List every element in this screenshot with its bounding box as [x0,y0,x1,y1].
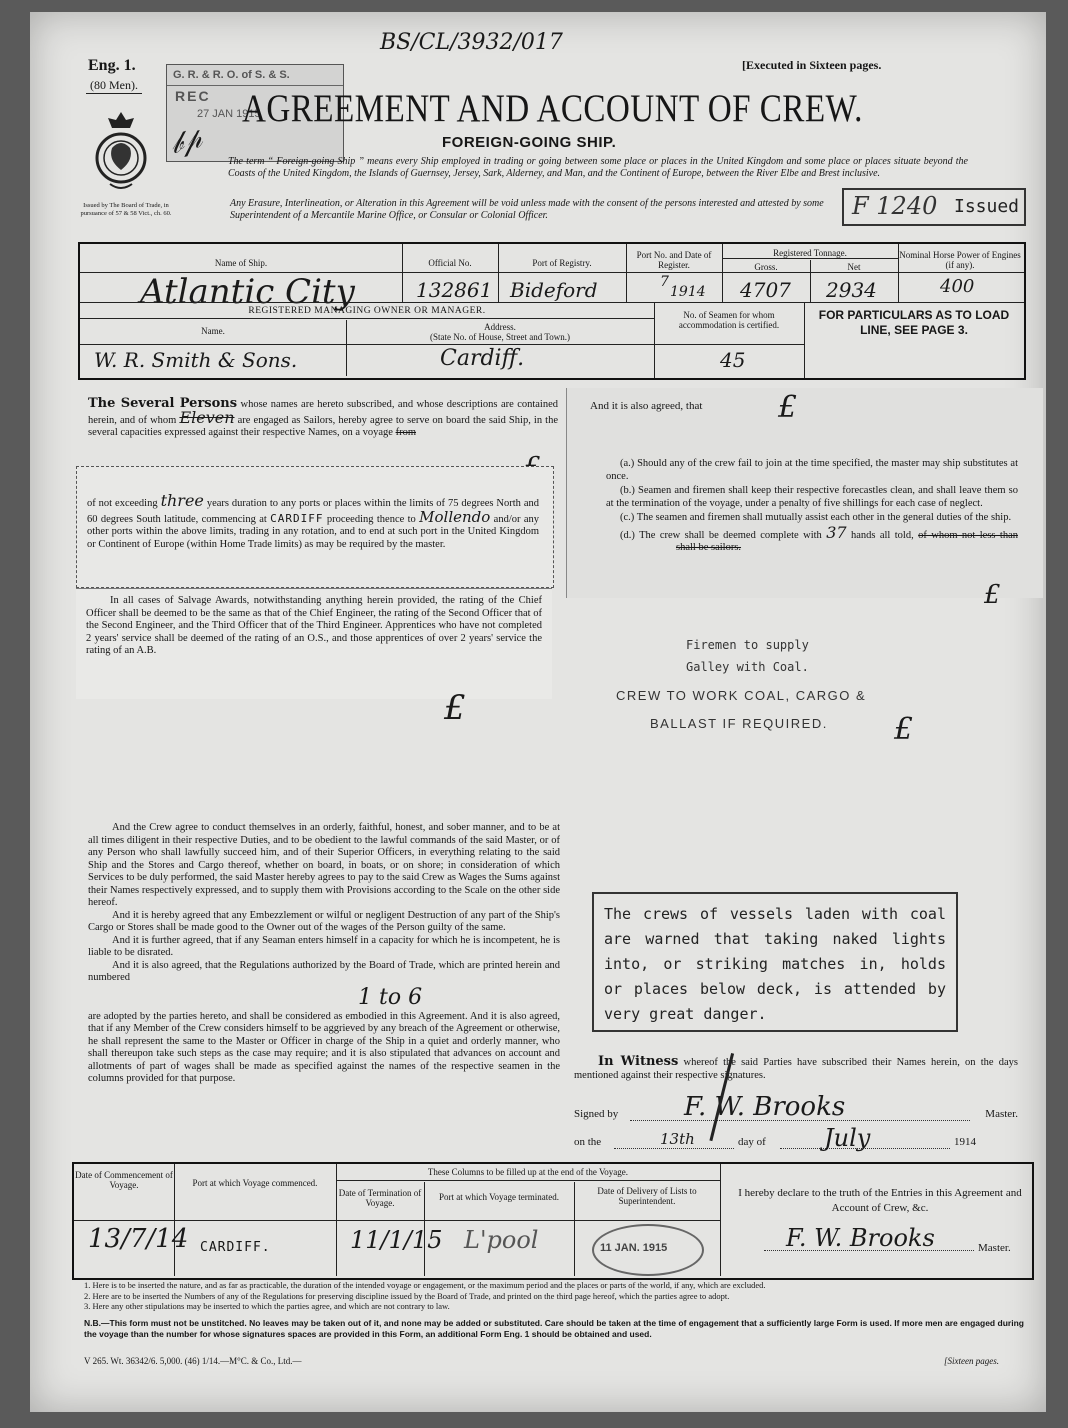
page-title: AGREEMENT AND ACCOUNT OF CREW. [242,87,863,130]
signed-by-label: Signed by [574,1108,619,1120]
owner-address-subheader: (State No. of House, Street and Town.) [430,332,570,342]
commencement-date: 13/7/14 [88,1224,189,1254]
document-page [30,12,1046,1412]
gross-tonnage-value: 4707 [740,278,791,302]
declaration-signature: F. W. Brooks [786,1224,935,1252]
also-agreed: And it is also agreed, that [590,400,703,412]
footnote-3: 3. Here any other stipulations may be inserted to which the parties agree, and which are not contrary to law. [84,1301,450,1311]
witness-section [574,1056,1018,1082]
from-struck: from [395,427,416,438]
voyage-slip [76,466,554,588]
engagement-paragraph [88,398,558,440]
master-label: Master. [985,1108,1018,1120]
crew-complement: 37 [826,522,847,542]
salvage-clause: In all cases of Salvage Awards, notwithstanding anything herein provided, the rating of the Chief Officer shall be deemed to be the same as that of the Chief Engineer, the rating of the Second Officer that of the Second Engineer, and the Third Officer that of the Third Engineer. Apprentices who have not completed 2 years' service shall be deemed of the rating of an O.S., and those apprentices of over 2 years' service the rating of an A.B. [86,595,542,656]
witness-text: whereof the said Parties have subscribed their Names herein, on the days mentioned against their respective signatures. [574,1057,1018,1081]
voyage-from: CARDIFF [270,511,324,525]
incompetent-clause: And it is further agreed, that if any Seaman enters himself in a capacity for which he is incompetent, he is liable to be disrated. [88,934,560,958]
seamen-value: 45 [720,348,746,372]
regulations-numbers: 1 to 6 [358,984,423,1010]
port-commenced-header: Port at which Voyage commenced. [192,1178,318,1188]
crest-icon [90,108,152,208]
condition-d-struck-2: shall be sailors. [676,542,742,553]
horse-power-header: Nominal Horse Power of Engines (if any). [899,250,1021,270]
condition-d-struck: of whom not less than [918,529,1018,541]
condition-d-a: (d.) The crew shall be deemed complete with [620,529,822,541]
tonnage-header: Registered Tonnage. [722,248,898,259]
delivery-date: 11 JAN. 1915 [600,1242,668,1254]
form-code: Eng. 1. [88,57,136,74]
port-commenced-value: CARDIFF. [200,1240,271,1255]
official-no-value: 132861 [416,278,493,302]
initials-mark-3: £ [778,390,798,425]
master-signature: F. W. Brooks [684,1092,846,1122]
port-registry-value: Bideford [510,278,598,302]
gross-header: Gross. [754,262,778,272]
salvage-slip [76,588,552,699]
condition-a: (a.) Should any of the crew fail to join at the time specified, the master may ship substitutes at once. [606,458,1018,482]
termination-header: Date of Termination of Voyage. [338,1188,422,1208]
voyage-text-c: proceeding thence to [326,513,416,525]
firemen-stamp-1: Firemen to supply [686,638,809,652]
received-stamp-word: REC [175,88,211,104]
horse-power-value: 400 [940,276,975,297]
footnote-2: 2. Here are to be inserted the Numbers of any of the Regulations for preserving discipline issued by the Board of Trade, and printed on the third page hereof, which the parties agree to adopt. [84,1290,730,1301]
footnotes [84,1280,1034,1312]
coal-warning-stamp [592,892,958,1032]
declaration-master-label: Master. [978,1242,1011,1254]
net-header: Net [847,262,861,272]
engagement-text-b: are engaged as Sailors, hereby agree to serve on board the said Ship, in the several capacities expressed against their respective Names, on a voyage [88,414,559,438]
sixteen-pages-note: [Sixteen pages. [944,1356,999,1366]
crew-work-stamp-2: BALLAST IF REQUIRED. [650,716,828,731]
embezzlement-clause: And it is hereby agreed that any Embezzlement or wilful or negligent Destruction of any part of the Ship's Cargo or Stores shall be made good to the Owner out of the wages of the Person guilty of the same. [88,909,560,933]
owner-address-header: Address. [484,322,516,332]
delivery-header: Date of Delivery of Lists to Superintendent. [597,1186,697,1206]
footnote-1: 1. Here is to be inserted the nature, and as far as practicable, the duration of the intended voyage or engagement, or the maximum period and the places or parts of the world, if any, which are excluded. [84,1280,766,1290]
executed-note: [Executed in Sixteen pages. [742,58,882,72]
end-columns-caption: These Columns to be filled up at the end of the Voyage. [336,1164,720,1181]
signed-by-row [574,1092,1018,1128]
voyage-text-a: of not exceeding [87,498,158,509]
voyage-end-table [72,1162,1034,1280]
voyage-text-b: years duration to any ports or places within the limits of 75 degrees North and 60 degrees South latitude, commencing at [87,498,540,525]
nb-notice: N.B.—This form must not be unstitched. No leaves may be taken out of it, and none may be added or substituted. Care should be taken at the time of engagement that a sufficiently large Form is used. If more men are engaged during the voyage than the number for whose signatures spaces are provided in this Form, an additional Form Eng. 1 should be obtained and used. [84,1318,1024,1339]
on-the-label: on the [574,1136,602,1148]
initials-mark-4: £ [984,580,1001,610]
signing-month: July [824,1124,871,1152]
engagement-text-a: whose names are hereto subscribed, and whose descriptions are contained herein, and of whom [88,399,559,426]
port-registry-header: Port of Registry. [532,258,592,268]
conditions-list [606,458,1018,555]
erasure-note: Any Erasure, Interlineation, or Alteration in this Agreement will be void unless made with the consent of the persons interested and attested by some Superintendent of a Mercantile Marine Office, or Consular or Colonial Officer. [230,198,824,221]
issued-stamp [842,188,1026,226]
printer-line: V 265. Wt. 36342/6. 5,000. (46) 1/14.—M°C. & Co., Ltd.— [84,1356,302,1366]
archive-reference: BS/CL/3932/017 [380,30,563,55]
foreign-going-definition: The term “ Foreign-going Ship ” means every Ship employed in trading or going between some place or places in the United Kingdom and some place or places situate beyond the Coasts of the United Kingdom, the Islands of Guernsey, Jersey, Sark, Alderney, and Man, and the Continent of Europe, between the River Elbe and Brest inclusive. [228,156,968,179]
witness-lead: In Witness [598,1054,679,1069]
port-year-value: 1914 [670,284,706,300]
coal-warning-text: The crews of vessels laden with coal are warned that taking naked lights into, or striking matches in, holds or places below deck, is attended by very great danger. [604,905,946,1023]
condition-b: (b.) Seamen and firemen shall keep their respective forecastles clean, and shall leave them so at the termination of the voyage, under a penalty of five shillings for each case of neglect. [606,485,1018,509]
port-no-header: Port No. and Date of Register. [636,250,712,270]
handwritten-mark: 𝒷𝓅 [166,120,206,161]
initials-mark-5: £ [894,712,914,747]
port-no-value: 7 [660,274,669,290]
owner-name-value: W. R. Smith & Sons. [94,348,298,372]
page-subtitle: FOREIGN-GOING SHIP. [442,134,617,151]
owner-name-header: Name. [201,326,225,336]
sailors-count: Eleven [179,407,235,427]
delivery-date-stamp [592,1224,704,1276]
owner-address-value: Cardiff. [440,346,525,371]
adopted-clause: are adopted by the parties hereto, and shall be considered as embodied in this Agreement. And it is also agreed, that if any Member of the Crew considers himself to be aggrieved by any breach of the Agreement or otherwise, he shall represent the same to the Master or Officer in charge of the Ship in a quiet and orderly manner, who shall thereupon take such steps as the case may require; and it is also stipulated that advances on account and allotments of part of wages shall be made as specified against the names of the respective seamen in the columns provided for that purpose. [88,1010,560,1084]
firemen-stamp-2: Galley with Coal. [686,660,809,674]
royal-crest [90,108,152,213]
crew-work-stamp-1: CREW TO WORK COAL, CARGO & [616,688,867,703]
issued-number: F 1240 [852,192,938,220]
issued-word: Issued [954,196,1020,217]
received-stamp-office: G. R. & R. O. of S. & S. [167,65,343,86]
termination-date: 11/1/15 [350,1226,443,1254]
load-line-note: FOR PARTICULARS AS TO LOAD LINE, SEE PAGE 3. [818,308,1010,337]
signing-year: 1914 [954,1136,976,1148]
owner-header: REGISTERED MANAGING OWNER OR MANAGER. [80,306,654,319]
initials-mark-2: £ [444,688,466,728]
several-persons-lead: The Several Persons [88,396,238,411]
day-of-label: day of [738,1136,766,1148]
signing-day: 13th [660,1130,695,1148]
issued-by: Issued by The Board of Trade, in pursuance of 57 & 58 Vict., ch. 60. [80,202,172,217]
crew-agree-clause: And the Crew agree to conduct themselves in an orderly, faithful, honest, and sober manner, and to be at all times diligent in their respective Duties, and to be obedient to the lawful commands of the said Master, or of any Person who shall lawfully succeed him, and of their Superior Officers, in everything relating to the said Ship and the Stores and Cargo thereof, whether on board, in boats, or on shore; in consideration of which Services to be duly performed, the said Master hereby agrees to pay to the said Crew as Wages the Sums against their Names respectively expressed, and to supply them with Provisions according to the Scale on the other side hereof. [88,822,560,908]
net-tonnage-value: 2934 [826,278,877,302]
seamen-header: No. of Seamen for whom accommodation is certified. [678,310,780,330]
voyage-years: three [160,491,204,510]
ship-details-table [78,242,1026,380]
voyage-text-d: and/or any other ports within the above limits, trading in any rotation, and to end at such port in the United Kingdom or Continent of Europe (within Home Trade limits) as may be required by the master. [87,513,539,550]
date-row [574,1124,1018,1156]
crew-conduct-section [88,822,560,1086]
official-no-header: Official No. [428,258,472,268]
received-stamp-date: 27 JAN 1915 [197,108,261,120]
commencement-header: Date of Commencement of Voyage. [75,1170,173,1190]
ship-name-header: Name of Ship. [214,258,268,268]
port-terminated-header: Port at which Voyage terminated. [439,1192,559,1202]
ship-name-value: Atlantic City [140,272,355,312]
regulations-clause: And it is also agreed, that the Regulations authorized by the Board of Trade, which are printed herein and numbered [88,959,560,983]
men-count: (80 Men). [86,78,142,94]
voyage-to: Mollendo [419,507,491,526]
condition-d-b: hands all told, [850,529,914,541]
declaration-text: I hereby declare to the truth of the Entries in this Agreement and Account of Crew, &c. [738,1187,1022,1214]
port-terminated-value: L'pool [464,1226,539,1254]
condition-c: (c.) The seamen and firemen shall mutually assist each other in the general duties of the ship. [620,512,1012,523]
